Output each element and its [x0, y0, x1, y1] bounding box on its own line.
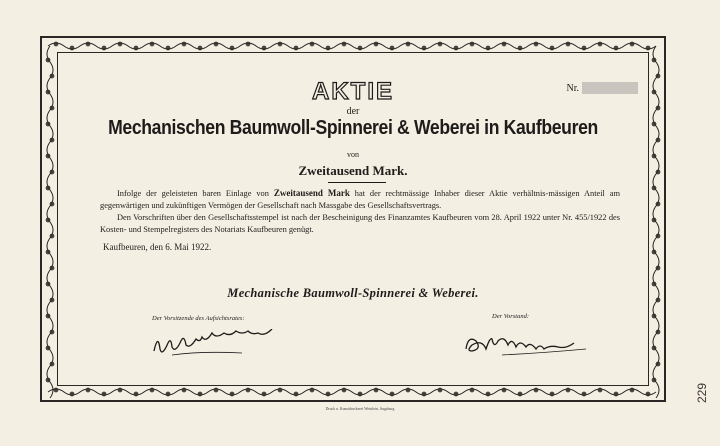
paragraph-1-end: hat der rechtmässige Inhaber dieser Aktie verhältnis-mässigen Anteil am gegenwärtigen und zukünftigen Vermögen der Gesellschaft nach Massgabe des Gesellschaftsvertrags. — [100, 189, 621, 210]
place-and-date: Kaufbeuren, den 6. Mai 1922. — [103, 242, 212, 252]
margin-stamp-number: 229 — [695, 382, 709, 403]
paragraph-1 — [100, 187, 620, 212]
board-signature — [462, 329, 592, 359]
right-signature-label: Der Vorstand: — [492, 313, 530, 320]
printer-imprint: Druck u. Kunstdruckerei Weinlein, Augsburg — [325, 407, 395, 411]
certificate-text — [100, 187, 620, 236]
amount-rule — [328, 182, 386, 183]
serial-label: Nr. — [566, 82, 579, 94]
certificate-title: AKTIE — [312, 78, 394, 105]
der-line: der — [346, 106, 360, 117]
share-amount: Zweitausend Mark. — [298, 163, 408, 178]
von-line: von — [347, 150, 359, 159]
certificate-body — [60, 55, 646, 383]
paragraph-2: Den Vorschriften über den Gesellschaftsstempel ist nach der Bescheinigung des Finanzamtes Kaufbeuren vom 28. April 1922 unter Nr. 455/1922 des Kosten- und Stempelregisters des Notariats Kaufbeuren genügt. — [100, 213, 620, 234]
chairman-signature — [152, 329, 282, 357]
company-name: Mechanischen Baumwoll-Spinnerei & Weberei in Kaufbeuren — [108, 117, 598, 139]
company-signature-line: Mechanische Baumwoll-Spinnerei & Weberei. — [227, 286, 479, 300]
left-signature-label: Der Vorsitzende des Aufsichtsrates: — [152, 315, 245, 322]
paragraph-1-start: Infolge der geleisteten baren Einlage von — [117, 189, 269, 198]
paragraph-1-amount: Zweitausend Mark — [273, 188, 350, 198]
